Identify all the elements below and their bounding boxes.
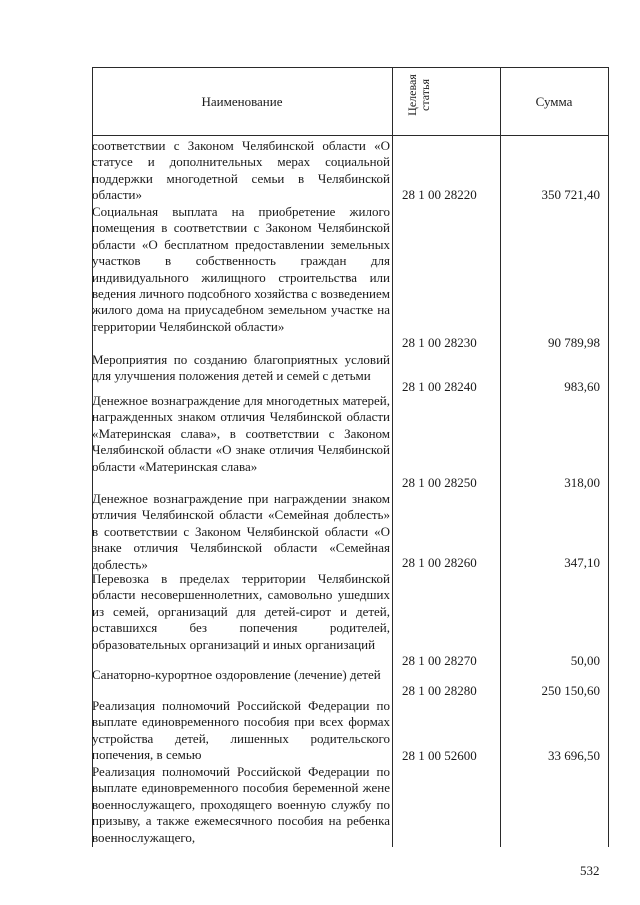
row-name: Мероприятия по созданию благоприятных условий для улучшения положения детей и семей с детьми [92,352,390,384]
row-sum: 318,00 [564,475,600,490]
row-code: 28 1 00 28280 [402,683,477,698]
page-number: 532 [580,863,600,878]
row-name: соответствии с Законом Челябинской области «О статусе и дополнительных мерах социальной поддержки многодетной семьи в Челябинской области» [92,138,390,203]
table-right-border [608,67,609,847]
row-name: Перевозка в пределах территории Челябинской области несовершеннолетних, самовольно ушедших из семей, организаций для детей-сирот и детей, оставшихся без попечения родителей, образовательных организаций и иных организаций [92,571,390,652]
row-sum: 90 789,98 [548,335,600,350]
column-header-sum: Сумма [535,94,573,109]
row-name: Санаторно-курортное оздоровление (лечение) детей [92,667,381,682]
column-header-code-text: Целевая статья [405,74,432,116]
row-sum: 50,00 [570,653,600,668]
row-name: Денежное вознаграждение для многодетных матерей, награжденных знаком отличия Челябинской области «Материнская слава», в соответствии с Законом Челябинской области «О знаке отличия Челябинской области «Материнская слава» [92,393,390,474]
row-code: 28 1 00 28250 [402,475,477,490]
table-top-border [92,67,608,68]
row-code: 28 1 00 28260 [402,555,477,570]
row-code: 28 1 00 52600 [402,748,477,763]
column-header-code [406,65,432,125]
row-sum: 250 150,60 [541,683,600,698]
row-name: Денежное вознаграждение при награждении знаком отличия Челябинской области «Семейная доблесть» в соответствии с Законом Челябинской области «О знаке отличия Челябинской области «Семейная доблесть» [92,491,390,572]
row-name: Реализация полномочий Российской Федерации по выплате единовременного пособия беременной жене военнослужащего, проходящего военную службу по призыву, а также ежемесячного пособия на ребенка военнослужащего, [92,764,390,845]
column-header-name: Наименование [201,94,283,109]
row-sum: 350 721,40 [541,187,600,202]
row-sum: 347,10 [564,555,600,570]
row-code: 28 1 00 28220 [402,187,477,202]
row-code: 28 1 00 28270 [402,653,477,668]
header-bottom-border [92,135,608,136]
row-sum: 983,60 [564,379,600,394]
column-divider-name-code [392,67,393,847]
row-code: 28 1 00 28230 [402,335,477,350]
row-name: Социальная выплата на приобретение жилого помещения в соответствии с Законом Челябинской области «О бесплатном предоставлении земельных участков в собственность граждан для индивидуального жилищного строительства или ведения личного подсобного хозяйства с возведением жилого дома на приусадебном земельном участке на территории Челябинской области» [92,204,390,334]
row-name: Реализация полномочий Российской Федерации по выплате единовременного пособия при всех формах устройства детей, лишенных родительского попечения, в семью [92,698,390,763]
row-code: 28 1 00 28240 [402,379,477,394]
column-divider-code-sum [500,67,501,847]
row-sum: 33 696,50 [548,748,600,763]
